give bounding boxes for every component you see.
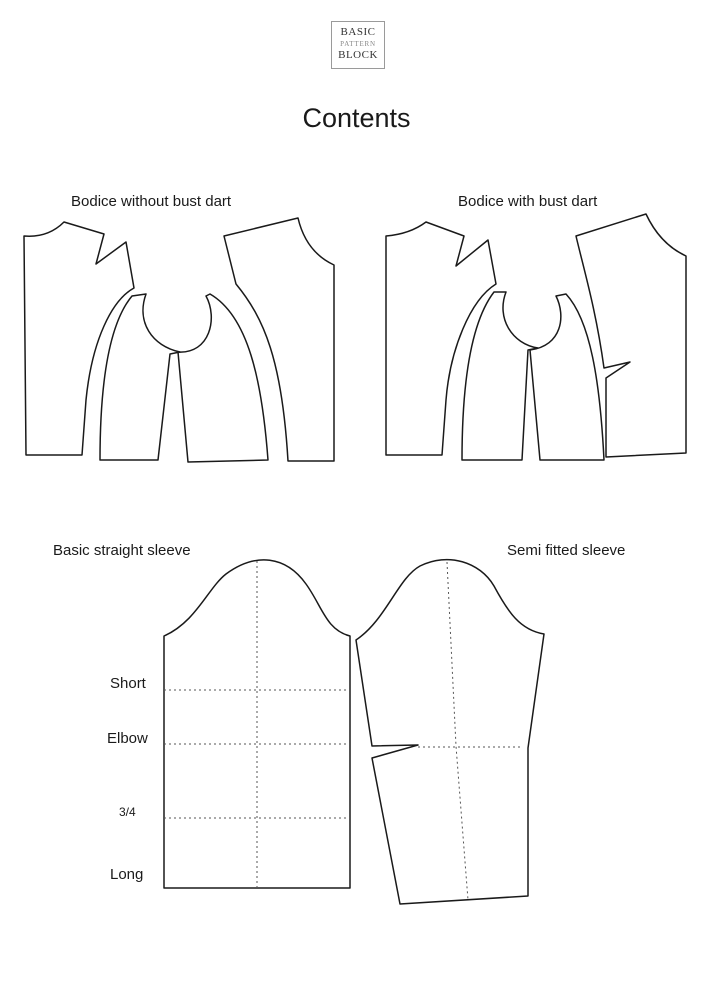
bodice-dart-front-side-panel (462, 292, 538, 460)
bodice-no-dart-front-side-panel (100, 294, 180, 460)
section-label-bodice-no-dart: Bodice without bust dart (71, 193, 232, 210)
semi-fitted-sleeve-outline (356, 560, 544, 904)
level-label-long: Long (110, 866, 144, 883)
bodice-dart-front-left-panel (386, 222, 496, 455)
logo-line-3: BLOCK (338, 49, 378, 61)
straight-sleeve-outline (164, 560, 350, 888)
section-label-semi-fitted-sleeve: Semi fitted sleeve (507, 542, 626, 559)
bodice-no-dart-back-side-panel (178, 294, 268, 462)
level-label-elbow: Elbow (107, 730, 148, 747)
level-label-short: Short (110, 675, 146, 692)
semi-fitted-sleeve-group (356, 560, 544, 904)
logo-line-1: BASIC (340, 26, 376, 38)
bodice-no-dart-back-panel (224, 218, 334, 461)
straight-sleeve-group (164, 560, 350, 888)
section-label-straight-sleeve: Basic straight sleeve (53, 542, 191, 559)
semi-fitted-sleeve-grainline (447, 562, 468, 900)
bodice-no-dart-group (24, 218, 334, 462)
bodice-no-dart-front-left-panel (24, 222, 134, 455)
bodice-dart-back-side-panel (530, 294, 604, 460)
bodice-dart-back-panel (576, 214, 686, 457)
section-label-bodice-dart: Bodice with bust dart (458, 193, 598, 210)
logo-line-2: PATTERN (340, 40, 376, 48)
bodice-dart-group (386, 214, 686, 460)
level-label-three-quarter: 3/4 (119, 805, 136, 819)
page-title: Contents (302, 103, 411, 133)
